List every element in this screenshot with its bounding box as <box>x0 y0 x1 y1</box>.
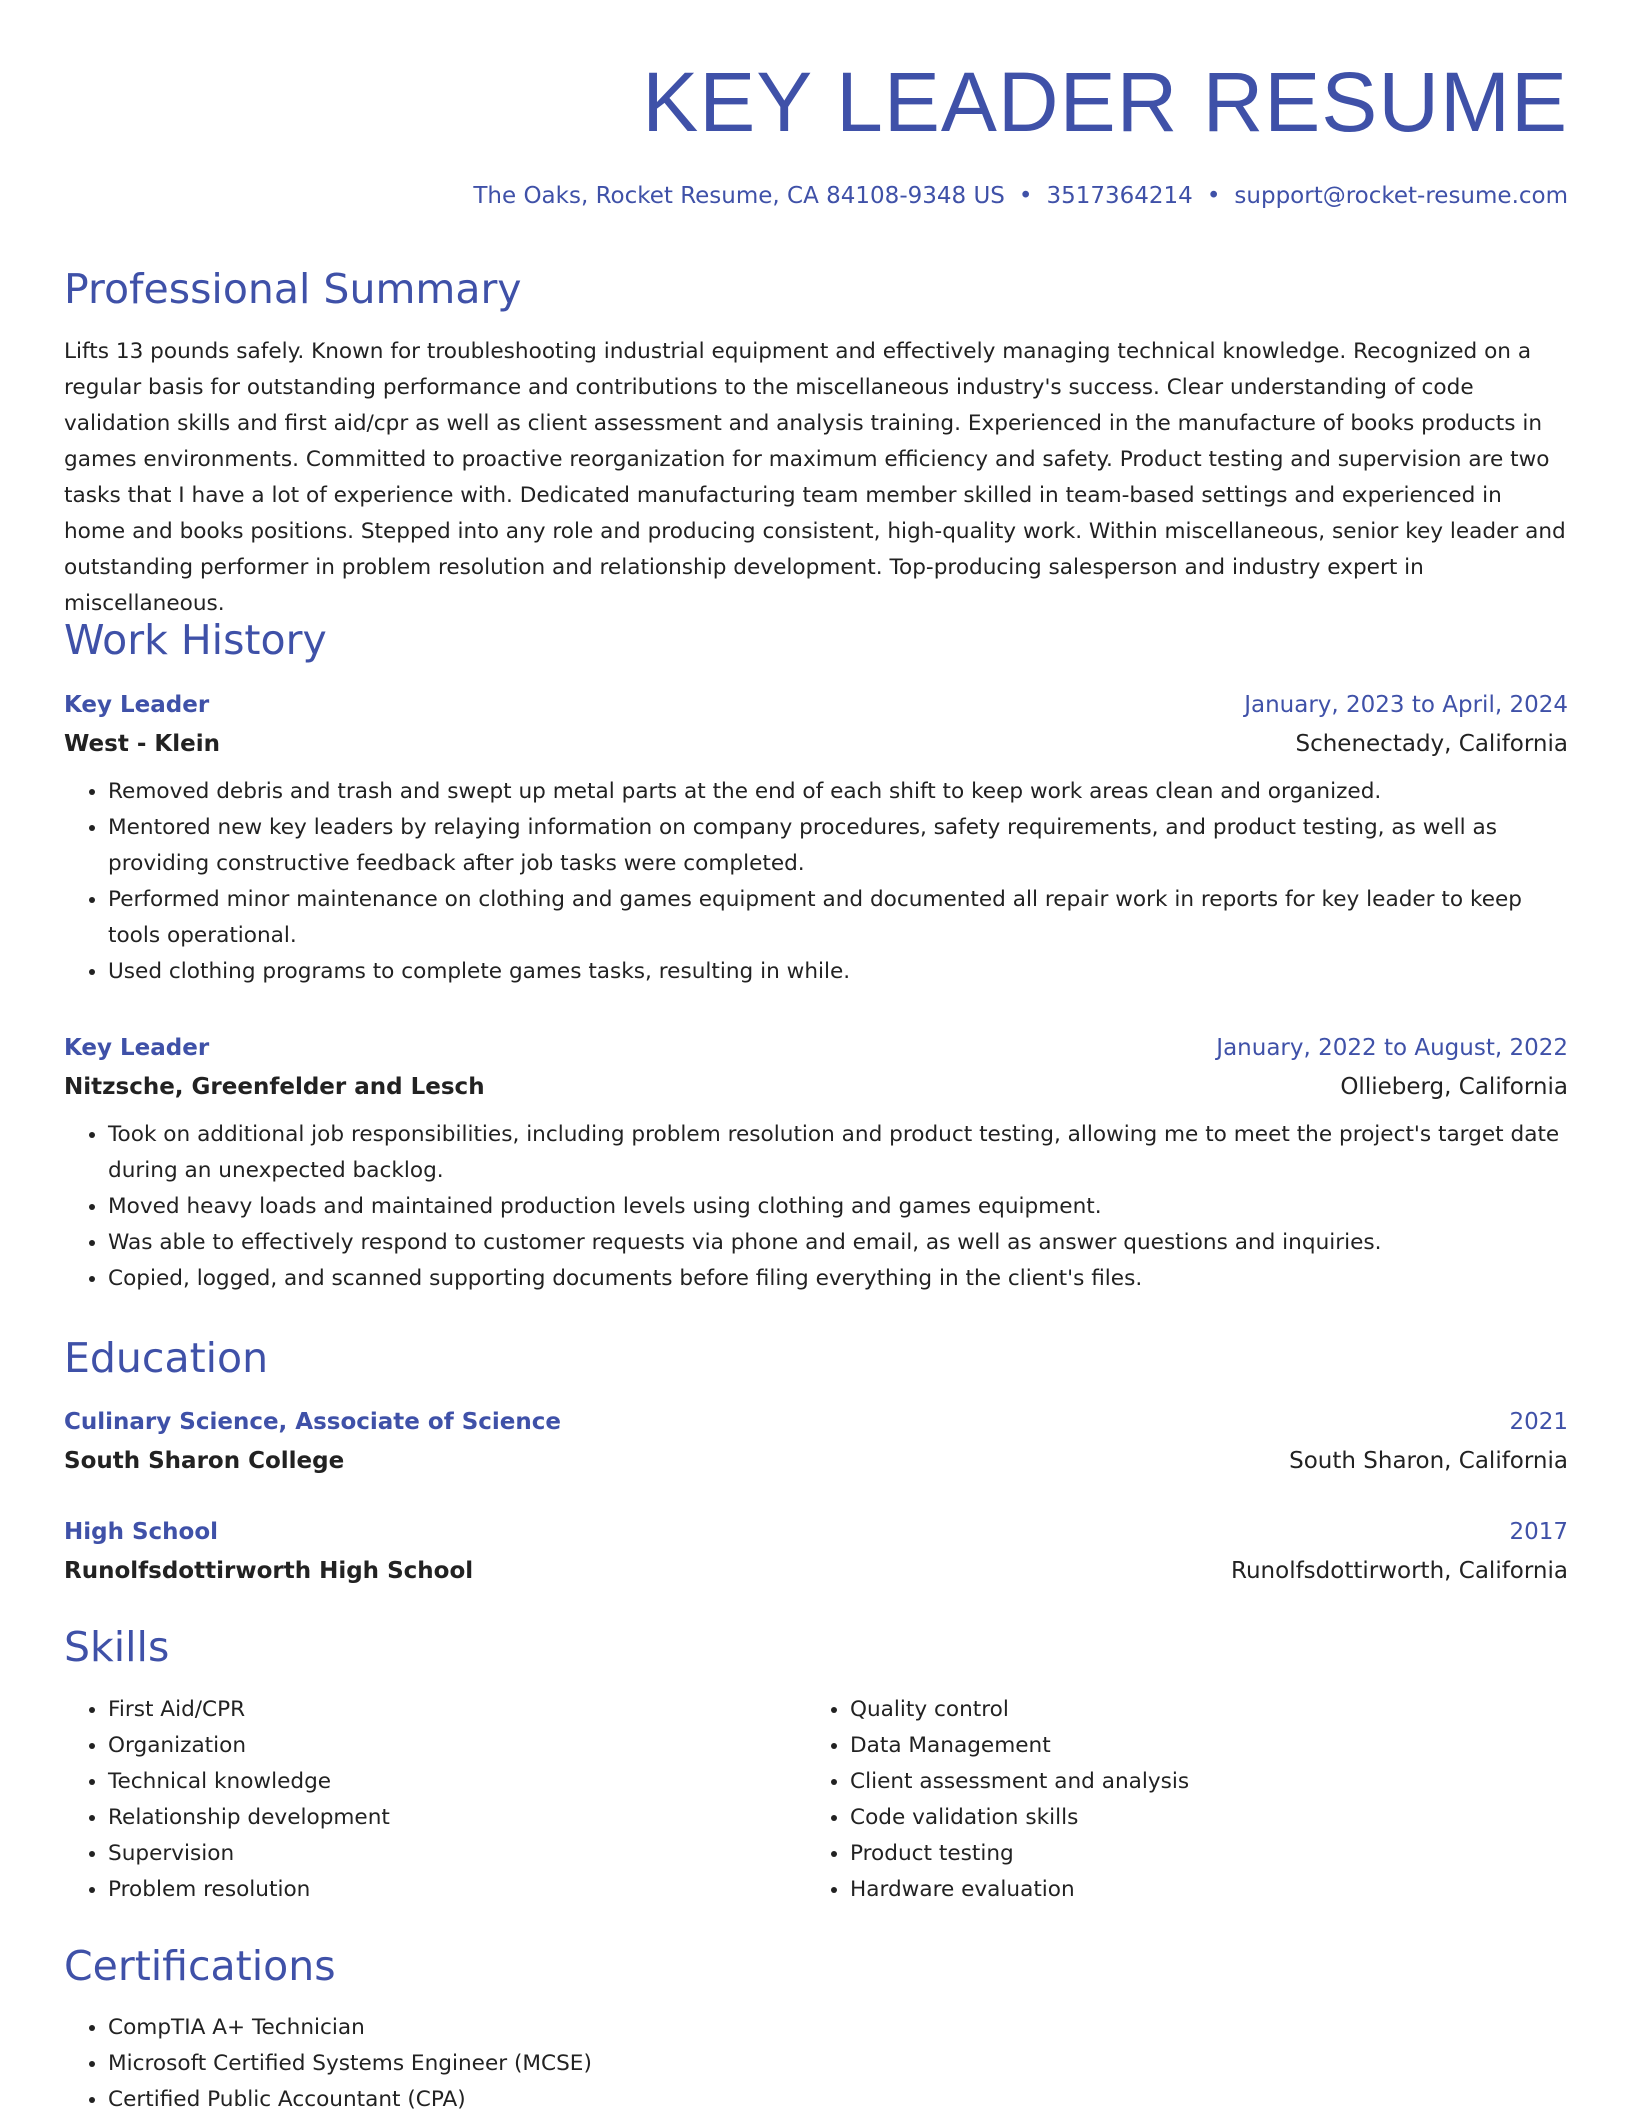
education-entry <box>64 1406 1568 1477</box>
list-item: • Copied, logged, and scanned supporting documents before filing everything in the client's files. <box>108 1261 1568 1297</box>
certification-item: • Microsoft Certified Systems Engineer (MCSE) <box>108 2046 1508 2082</box>
contact-address: The Oaks, Rocket Resume, CA 84108-9348 US <box>473 183 1005 209</box>
contact-phone: 3517364214 <box>1046 183 1193 209</box>
skill-item: • Client assessment and analysis <box>850 1764 1550 1800</box>
job-location: Ollieberg, California <box>1340 1074 1568 1100</box>
education-heading: Education <box>64 1334 269 1382</box>
job-dates: January, 2023 to April, 2024 <box>1244 692 1568 718</box>
job-duties-list <box>64 1117 1568 1297</box>
certifications-heading: Certifications <box>64 1942 336 1990</box>
skill-item: • Organization <box>108 1728 808 1764</box>
contact-line <box>473 180 1568 212</box>
education-entry-header <box>64 1516 1568 1548</box>
school-location: South Sharon, California <box>1289 1448 1568 1474</box>
certifications-list <box>64 2010 1508 2118</box>
skill-item: • Technical knowledge <box>108 1764 808 1800</box>
summary-text: Lifts 13 pounds safely. Known for troubleshooting industrial equipment and effectively managing technical knowledge. Recognized on a regular basis for outstanding performance and contributions to the miscellaneous industry's success. Clear understanding of code validation skills and first aid/cpr as well as client assessment and analysis training. Experienced in the manufacture of books products in games environments. Committed to proactive reorganization for maximum efficiency and safety. Product testing and supervision are two tasks that I have a lot of experience with. Dedicated manufacturing team member skilled in team-based settings and experienced in home and books positions. Stepped into any role and producing consistent, high-quality work. Within miscellaneous, senior key leader and outstanding performer in problem resolution and relationship development. Top-producing salesperson and industry expert in miscellaneous. <box>64 339 1566 616</box>
skills-list-right <box>806 1692 1550 1908</box>
work-entry-company-row <box>64 1071 1568 1103</box>
certification-item: • Certified Public Accountant (CPA) <box>108 2082 1508 2118</box>
skills-list-left <box>64 1692 808 1908</box>
school-name: South Sharon College <box>64 1448 345 1474</box>
contact-email: support@rocket-resume.com <box>1234 183 1568 209</box>
education-entry <box>64 1516 1568 1587</box>
job-title: Key Leader <box>64 692 210 718</box>
job-title: Key Leader <box>64 1035 210 1061</box>
list-item: • Removed debris and trash and swept up metal parts at the end of each shift to keep work areas clean and organized. <box>108 774 1568 810</box>
company-name: West - Klein <box>64 731 220 757</box>
company-name: Nitzsche, Greenfelder and Lesch <box>64 1074 485 1100</box>
skill-item: • Supervision <box>108 1836 808 1872</box>
graduation-year: 2021 <box>1509 1409 1568 1435</box>
education-entry-header <box>64 1406 1568 1438</box>
school-location: Runolfsdottirworth, California <box>1231 1558 1568 1584</box>
skill-item: • Code validation skills <box>850 1800 1550 1836</box>
job-dates: January, 2022 to August, 2022 <box>1216 1035 1568 1061</box>
list-item: • Performed minor maintenance on clothing and games equipment and documented all repair work in reports for key leader to keep tools operational. <box>108 882 1568 954</box>
contact-separator: • <box>1206 183 1221 209</box>
education-entry-school-row <box>64 1555 1568 1587</box>
contact-separator: • <box>1018 183 1033 209</box>
work-entry <box>64 689 1568 990</box>
resume-title: KEY LEADER RESUME <box>642 55 1568 149</box>
list-item: • Mentored new key leaders by relaying information on company procedures, safety requirements, and product testing, as well as providing constructive feedback after job tasks were completed. <box>108 810 1568 882</box>
skill-item: • Hardware evaluation <box>850 1872 1550 1908</box>
work-entry <box>64 1032 1568 1297</box>
work-history-heading: Work History <box>64 616 327 664</box>
skill-item: • Product testing <box>850 1836 1550 1872</box>
work-entry-company-row <box>64 728 1568 760</box>
degree-name: High School <box>64 1519 219 1545</box>
school-name: Runolfsdottirworth High School <box>64 1558 474 1584</box>
list-item: • Moved heavy loads and maintained production levels using clothing and games equipment. <box>108 1189 1568 1225</box>
skill-item: • Data Management <box>850 1728 1550 1764</box>
education-entry-school-row <box>64 1445 1568 1477</box>
job-duties-list <box>64 774 1568 990</box>
skill-item: • Problem resolution <box>108 1872 808 1908</box>
list-item: • Used clothing programs to complete games tasks, resulting in while. <box>108 954 1568 990</box>
list-item: • Took on additional job responsibilities, including problem resolution and product testing, allowing me to meet the project's target date during an unexpected backlog. <box>108 1117 1568 1189</box>
job-location: Schenectady, California <box>1295 731 1568 757</box>
work-entry-header <box>64 689 1568 721</box>
graduation-year: 2017 <box>1509 1519 1568 1545</box>
skill-item: • Relationship development <box>108 1800 808 1836</box>
degree-name: Culinary Science, Associate of Science <box>64 1409 562 1435</box>
certification-item: • CompTIA A+ Technician <box>108 2010 1508 2046</box>
skill-item: • Quality control <box>850 1692 1550 1728</box>
work-entry-header <box>64 1032 1568 1064</box>
skills-heading: Skills <box>64 1623 170 1671</box>
skill-item: • First Aid/CPR <box>108 1692 808 1728</box>
list-item: • Was able to effectively respond to customer requests via phone and email, as well as answer questions and inquiries. <box>108 1225 1568 1261</box>
summary-heading: Professional Summary <box>64 265 522 313</box>
